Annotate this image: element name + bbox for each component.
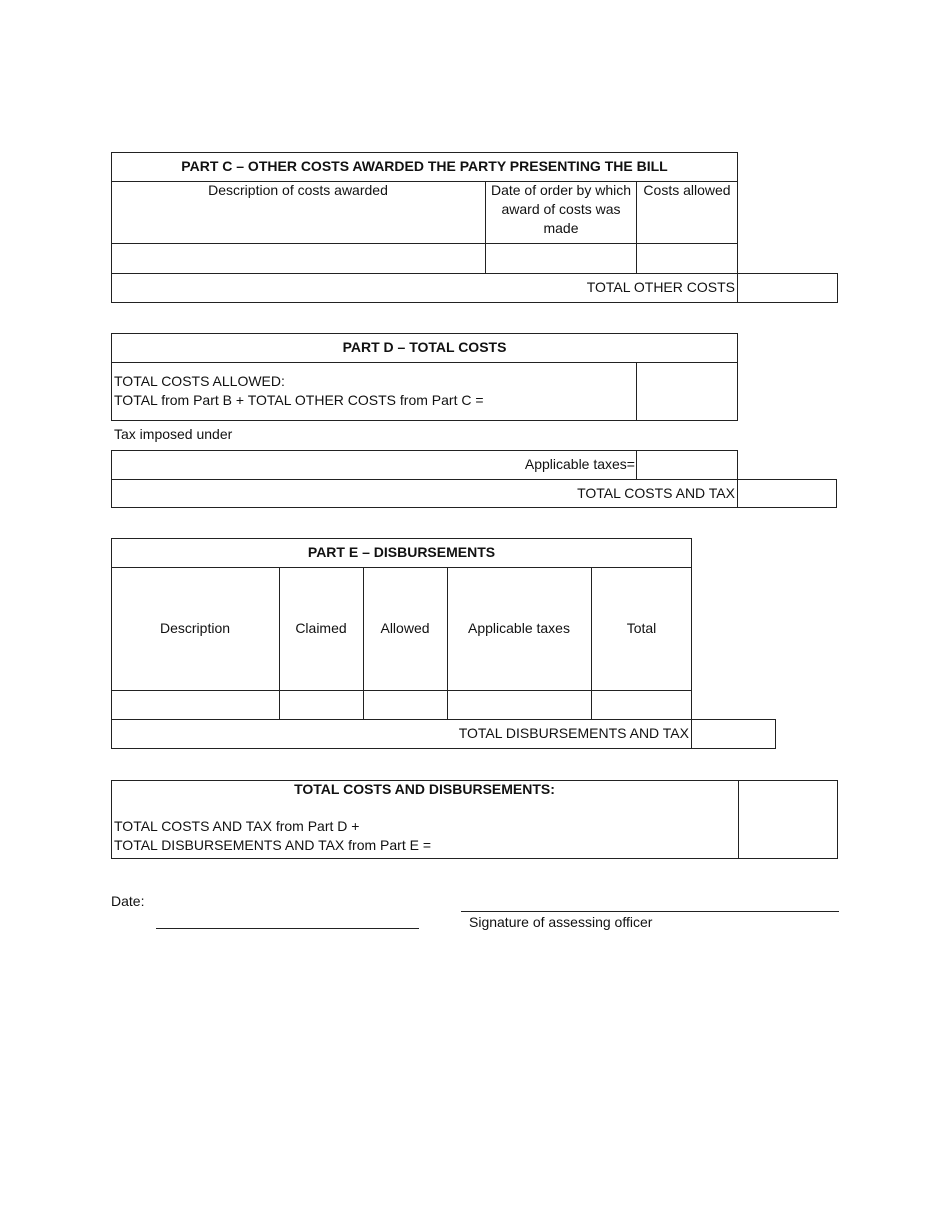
grand-total-line1: TOTAL COSTS AND TAX from Part D +: [114, 818, 360, 834]
part-d-title: PART D – TOTAL COSTS: [342, 339, 507, 355]
part-c-col-allowed: Costs allowed: [643, 182, 731, 198]
part-e-title: PART E – DISBURSEMENTS: [307, 544, 496, 560]
part-e-col-total: Total: [626, 620, 657, 636]
part-c-total-label: TOTAL OTHER COSTS: [586, 279, 735, 295]
grand-total-line2: TOTAL DISBURSEMENTS AND TAX from Part E =: [114, 837, 432, 853]
part-e-col-divider-4: [591, 567, 592, 720]
signature-line[interactable]: [461, 911, 839, 912]
part-c-row-divider: [111, 243, 738, 244]
part-d-header-divider: [111, 362, 738, 363]
part-e-header-divider: [111, 567, 692, 568]
applicable-taxes-label: Applicable taxes=: [524, 456, 635, 472]
part-e-col-allowed: Allowed: [380, 620, 430, 636]
part-c-col-description: Description of costs awarded: [208, 182, 388, 198]
part-e-total-divider: [691, 719, 692, 749]
part-c-total-value-field[interactable]: [739, 275, 836, 301]
part-c-col-date: Date of order by which award of costs was made: [490, 182, 632, 236]
part-e-row-divider: [111, 690, 692, 691]
date-label: Date:: [111, 893, 145, 909]
part-e-col-divider-1: [279, 567, 280, 720]
part-e-total-label: TOTAL DISBURSEMENTS AND TAX: [458, 725, 689, 741]
total-costs-tax-label: TOTAL COSTS AND TAX: [577, 485, 735, 501]
part-d-line1: TOTAL COSTS ALLOWED:: [114, 373, 285, 389]
applicable-taxes-value-field[interactable]: [638, 452, 736, 478]
applicable-taxes-divider: [636, 450, 637, 480]
part-c-total-divider: [737, 273, 738, 303]
part-e-col-divider-2: [363, 567, 364, 720]
part-d-total-value-field[interactable]: [638, 364, 736, 419]
part-e-total-value-field[interactable]: [693, 721, 774, 747]
part-c-title: PART C – OTHER COSTS AWARDED THE PARTY PRESENTING THE BILL: [181, 158, 668, 174]
part-d-line2: TOTAL from Part B + TOTAL OTHER COSTS from Part C =: [114, 392, 484, 408]
grand-total-value-field[interactable]: [740, 782, 836, 857]
part-e-col-claimed: Claimed: [295, 620, 347, 636]
part-e-col-divider-3: [447, 567, 448, 720]
date-line[interactable]: [156, 928, 419, 929]
part-c-col-divider-1: [485, 181, 486, 274]
tax-imposed-label: Tax imposed under: [114, 426, 233, 442]
part-e-col-applicable-taxes: Applicable taxes: [468, 620, 570, 636]
signature-label: Signature of assessing officer: [469, 914, 653, 930]
part-d-col-divider: [636, 362, 637, 421]
total-costs-tax-value-field[interactable]: [739, 481, 835, 506]
grand-total-divider: [738, 780, 739, 859]
part-e-col-description: Description: [159, 620, 231, 636]
total-costs-tax-divider: [737, 479, 738, 508]
grand-total-title: TOTAL COSTS AND DISBURSEMENTS:: [294, 781, 555, 797]
